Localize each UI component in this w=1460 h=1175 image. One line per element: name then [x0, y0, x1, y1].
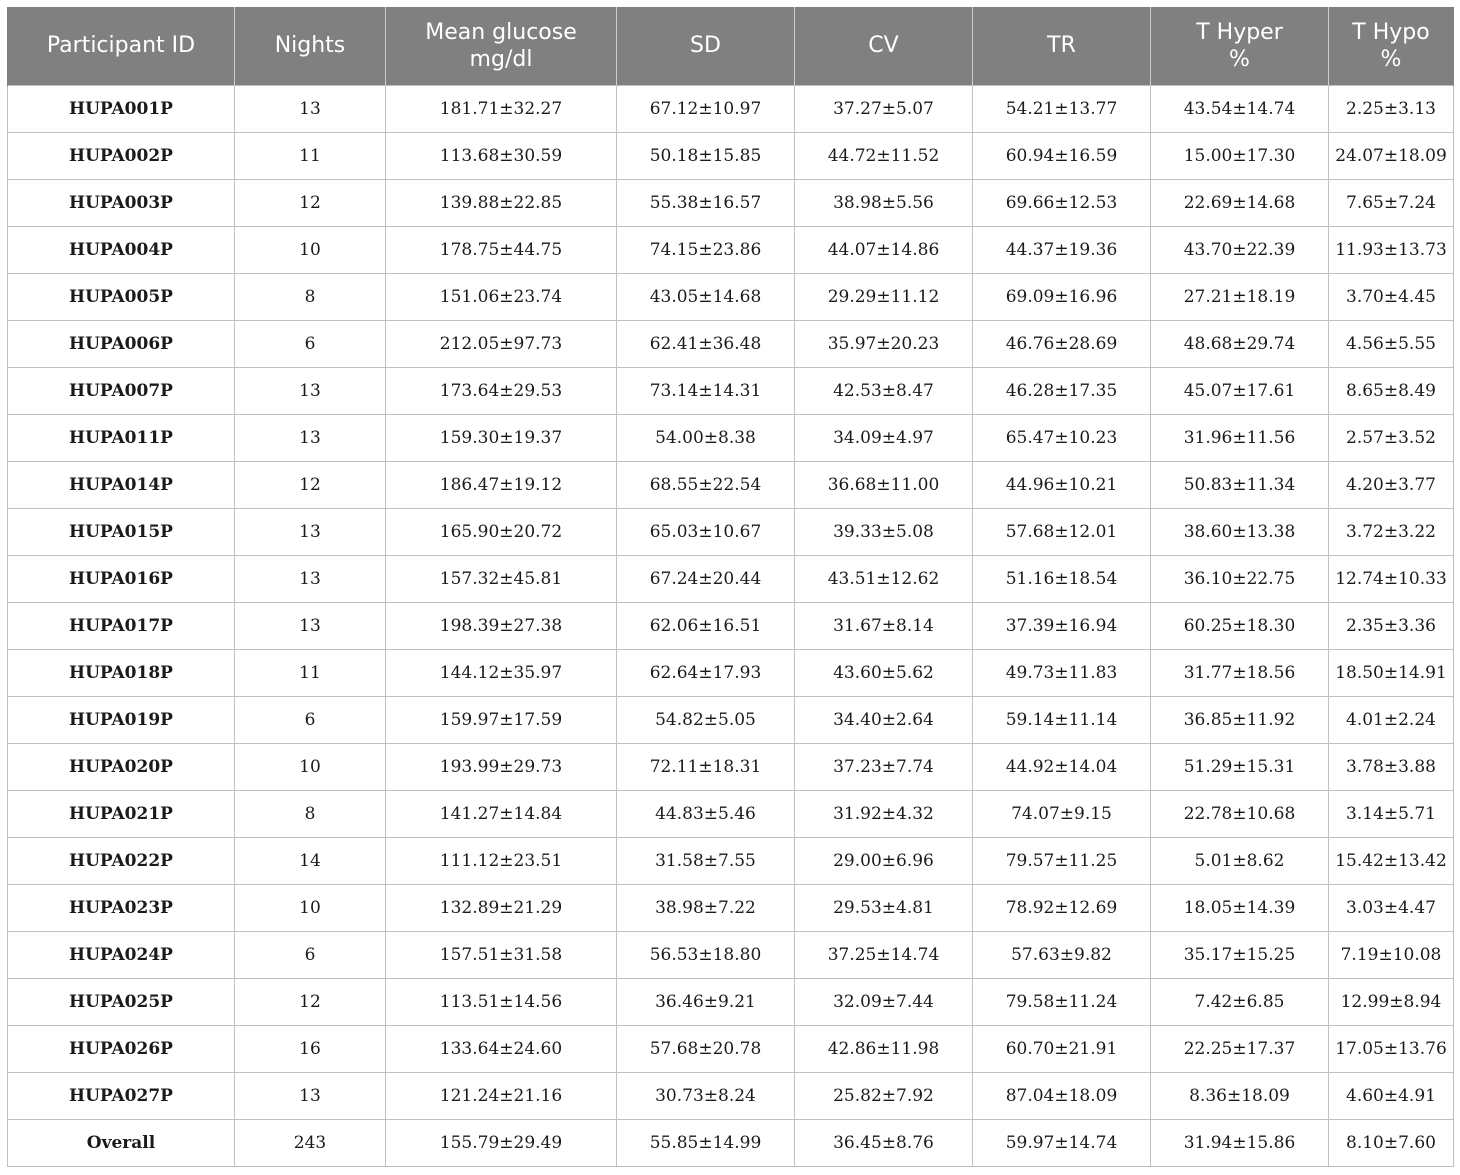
- cell-participant-id: HUPA021P: [8, 790, 235, 837]
- cell-sd: 50.18±15.85: [617, 132, 795, 179]
- cell-sd: 67.24±20.44: [617, 555, 795, 602]
- table-row: [8, 649, 1454, 696]
- table-row: [8, 602, 1454, 649]
- cell-cv: 25.82±7.92: [795, 1072, 973, 1119]
- cell-nights: 11: [235, 132, 386, 179]
- cell-mean-glucose: 141.27±14.84: [386, 790, 617, 837]
- cell-cv: 31.67±8.14: [795, 602, 973, 649]
- cell-t-hypo: 4.60±4.91: [1329, 1072, 1454, 1119]
- cell-tr: 51.16±18.54: [973, 555, 1151, 602]
- cell-tr: 59.14±11.14: [973, 696, 1151, 743]
- cell-t-hyper: 22.78±10.68: [1151, 790, 1329, 837]
- cell-tr: 60.94±16.59: [973, 132, 1151, 179]
- cell-mean-glucose: 181.71±32.27: [386, 85, 617, 132]
- cell-sd: 30.73±8.24: [617, 1072, 795, 1119]
- cell-tr: 79.57±11.25: [973, 837, 1151, 884]
- cell-cv: 36.68±11.00: [795, 461, 973, 508]
- cell-nights: 12: [235, 179, 386, 226]
- cell-nights: 243: [235, 1119, 386, 1166]
- cell-tr: 49.73±11.83: [973, 649, 1151, 696]
- cell-nights: 16: [235, 1025, 386, 1072]
- cell-mean-glucose: 198.39±27.38: [386, 602, 617, 649]
- cell-mean-glucose: 165.90±20.72: [386, 508, 617, 555]
- cell-nights: 6: [235, 320, 386, 367]
- cell-t-hypo: 7.65±7.24: [1329, 179, 1454, 226]
- cell-t-hypo: 2.25±3.13: [1329, 85, 1454, 132]
- cell-participant-id: HUPA002P: [8, 132, 235, 179]
- cell-mean-glucose: 173.64±29.53: [386, 367, 617, 414]
- cell-t-hypo: 8.10±7.60: [1329, 1119, 1454, 1166]
- cell-nights: 6: [235, 696, 386, 743]
- cell-nights: 12: [235, 978, 386, 1025]
- cell-t-hypo: 4.56±5.55: [1329, 320, 1454, 367]
- cell-cv: 37.25±14.74: [795, 931, 973, 978]
- cell-t-hyper: 18.05±14.39: [1151, 884, 1329, 931]
- cell-t-hypo: 18.50±14.91: [1329, 649, 1454, 696]
- cell-participant-id: HUPA004P: [8, 226, 235, 273]
- cell-participant-id: HUPA027P: [8, 1072, 235, 1119]
- cell-cv: 37.27±5.07: [795, 85, 973, 132]
- cell-tr: 44.37±19.36: [973, 226, 1151, 273]
- cell-t-hypo: 17.05±13.76: [1329, 1025, 1454, 1072]
- cell-tr: 78.92±12.69: [973, 884, 1151, 931]
- cell-cv: 43.60±5.62: [795, 649, 973, 696]
- table-header: [8, 7, 1454, 85]
- header-row: [8, 7, 1454, 85]
- cell-participant-id: HUPA022P: [8, 837, 235, 884]
- cell-t-hypo: 4.20±3.77: [1329, 461, 1454, 508]
- cell-tr: 69.66±12.53: [973, 179, 1151, 226]
- cell-t-hyper: 7.42±6.85: [1151, 978, 1329, 1025]
- cell-participant-id: HUPA006P: [8, 320, 235, 367]
- cell-mean-glucose: 133.64±24.60: [386, 1025, 617, 1072]
- cell-tr: 79.58±11.24: [973, 978, 1151, 1025]
- cell-t-hypo: 11.93±13.73: [1329, 226, 1454, 273]
- cell-t-hypo: 3.14±5.71: [1329, 790, 1454, 837]
- cell-sd: 74.15±23.86: [617, 226, 795, 273]
- cell-cv: 42.86±11.98: [795, 1025, 973, 1072]
- cell-nights: 13: [235, 367, 386, 414]
- cell-sd: 36.46±9.21: [617, 978, 795, 1025]
- cell-participant-id: HUPA005P: [8, 273, 235, 320]
- cell-t-hyper: 31.96±11.56: [1151, 414, 1329, 461]
- cell-participant-id: HUPA025P: [8, 978, 235, 1025]
- cell-sd: 55.38±16.57: [617, 179, 795, 226]
- cell-t-hypo: 3.72±3.22: [1329, 508, 1454, 555]
- header-nights: Nights: [235, 7, 386, 85]
- cell-mean-glucose: 178.75±44.75: [386, 226, 617, 273]
- cell-cv: 38.98±5.56: [795, 179, 973, 226]
- table-body: [8, 85, 1454, 1166]
- header-participant-id: Participant ID: [8, 7, 235, 85]
- header-t-hypo: T Hypo %: [1329, 7, 1454, 85]
- cell-cv: 31.92±4.32: [795, 790, 973, 837]
- table-row: [8, 1025, 1454, 1072]
- table-row: [8, 414, 1454, 461]
- cell-mean-glucose: 193.99±29.73: [386, 743, 617, 790]
- cell-t-hyper: 50.83±11.34: [1151, 461, 1329, 508]
- cell-t-hyper: 22.69±14.68: [1151, 179, 1329, 226]
- cell-cv: 36.45±8.76: [795, 1119, 973, 1166]
- table-row: [8, 273, 1454, 320]
- cell-mean-glucose: 144.12±35.97: [386, 649, 617, 696]
- cell-participant-id: HUPA017P: [8, 602, 235, 649]
- header-tr: TR: [973, 7, 1151, 85]
- cell-tr: 60.70±21.91: [973, 1025, 1151, 1072]
- cell-sd: 43.05±14.68: [617, 273, 795, 320]
- cell-t-hyper: 51.29±15.31: [1151, 743, 1329, 790]
- cell-t-hypo: 4.01±2.24: [1329, 696, 1454, 743]
- table-row: [8, 132, 1454, 179]
- cell-t-hypo: 7.19±10.08: [1329, 931, 1454, 978]
- cell-t-hypo: 3.78±3.88: [1329, 743, 1454, 790]
- cell-t-hyper: 31.94±15.86: [1151, 1119, 1329, 1166]
- table-container: [7, 7, 1453, 1167]
- cell-sd: 68.55±22.54: [617, 461, 795, 508]
- table-row: [8, 320, 1454, 367]
- cell-t-hyper: 31.77±18.56: [1151, 649, 1329, 696]
- cell-nights: 13: [235, 1072, 386, 1119]
- cell-participant-id: HUPA019P: [8, 696, 235, 743]
- cell-participant-id: Overall: [8, 1119, 235, 1166]
- cell-t-hyper: 5.01±8.62: [1151, 837, 1329, 884]
- cell-sd: 54.82±5.05: [617, 696, 795, 743]
- cell-cv: 39.33±5.08: [795, 508, 973, 555]
- cell-sd: 73.14±14.31: [617, 367, 795, 414]
- cell-t-hypo: 3.03±4.47: [1329, 884, 1454, 931]
- cell-cv: 44.07±14.86: [795, 226, 973, 273]
- table-row: [8, 837, 1454, 884]
- cell-sd: 72.11±18.31: [617, 743, 795, 790]
- cell-cv: 42.53±8.47: [795, 367, 973, 414]
- header-t-hyper: T Hyper %: [1151, 7, 1329, 85]
- cell-sd: 62.06±16.51: [617, 602, 795, 649]
- cell-tr: 37.39±16.94: [973, 602, 1151, 649]
- cell-t-hyper: 45.07±17.61: [1151, 367, 1329, 414]
- cell-t-hyper: 22.25±17.37: [1151, 1025, 1329, 1072]
- cell-tr: 54.21±13.77: [973, 85, 1151, 132]
- cell-sd: 65.03±10.67: [617, 508, 795, 555]
- cell-cv: 34.09±4.97: [795, 414, 973, 461]
- cell-mean-glucose: 111.12±23.51: [386, 837, 617, 884]
- cell-participant-id: HUPA016P: [8, 555, 235, 602]
- cell-participant-id: HUPA023P: [8, 884, 235, 931]
- cell-participant-id: HUPA026P: [8, 1025, 235, 1072]
- cell-nights: 13: [235, 602, 386, 649]
- cell-t-hyper: 27.21±18.19: [1151, 273, 1329, 320]
- cell-nights: 13: [235, 85, 386, 132]
- cell-cv: 29.29±11.12: [795, 273, 973, 320]
- cell-participant-id: HUPA024P: [8, 931, 235, 978]
- cell-mean-glucose: 113.51±14.56: [386, 978, 617, 1025]
- cell-cv: 43.51±12.62: [795, 555, 973, 602]
- cell-nights: 11: [235, 649, 386, 696]
- cell-t-hyper: 60.25±18.30: [1151, 602, 1329, 649]
- cell-tr: 44.96±10.21: [973, 461, 1151, 508]
- cell-mean-glucose: 139.88±22.85: [386, 179, 617, 226]
- cell-nights: 14: [235, 837, 386, 884]
- cell-t-hypo: 2.35±3.36: [1329, 602, 1454, 649]
- cell-sd: 31.58±7.55: [617, 837, 795, 884]
- cell-nights: 12: [235, 461, 386, 508]
- cell-t-hyper: 36.85±11.92: [1151, 696, 1329, 743]
- cell-mean-glucose: 159.97±17.59: [386, 696, 617, 743]
- cell-tr: 59.97±14.74: [973, 1119, 1151, 1166]
- cell-t-hypo: 2.57±3.52: [1329, 414, 1454, 461]
- cell-tr: 65.47±10.23: [973, 414, 1151, 461]
- cell-sd: 44.83±5.46: [617, 790, 795, 837]
- cell-participant-id: HUPA020P: [8, 743, 235, 790]
- cell-tr: 46.28±17.35: [973, 367, 1151, 414]
- cell-sd: 62.64±17.93: [617, 649, 795, 696]
- table-row: [8, 226, 1454, 273]
- table-row: [8, 884, 1454, 931]
- cell-t-hyper: 35.17±15.25: [1151, 931, 1329, 978]
- table-row: [8, 978, 1454, 1025]
- cell-nights: 10: [235, 743, 386, 790]
- cell-sd: 54.00±8.38: [617, 414, 795, 461]
- cell-t-hypo: 24.07±18.09: [1329, 132, 1454, 179]
- cell-mean-glucose: 157.51±31.58: [386, 931, 617, 978]
- cell-nights: 13: [235, 555, 386, 602]
- cell-cv: 29.53±4.81: [795, 884, 973, 931]
- cell-tr: 69.09±16.96: [973, 273, 1151, 320]
- table-row: [8, 555, 1454, 602]
- cell-cv: 44.72±11.52: [795, 132, 973, 179]
- cell-mean-glucose: 186.47±19.12: [386, 461, 617, 508]
- cell-sd: 62.41±36.48: [617, 320, 795, 367]
- cell-participant-id: HUPA007P: [8, 367, 235, 414]
- cell-mean-glucose: 212.05±97.73: [386, 320, 617, 367]
- cell-cv: 32.09±7.44: [795, 978, 973, 1025]
- table-row: [8, 85, 1454, 132]
- header-sd: SD: [617, 7, 795, 85]
- cell-t-hyper: 38.60±13.38: [1151, 508, 1329, 555]
- cell-t-hypo: 12.74±10.33: [1329, 555, 1454, 602]
- cell-tr: 46.76±28.69: [973, 320, 1151, 367]
- cell-mean-glucose: 155.79±29.49: [386, 1119, 617, 1166]
- cell-participant-id: HUPA011P: [8, 414, 235, 461]
- cell-mean-glucose: 121.24±21.16: [386, 1072, 617, 1119]
- cell-cv: 37.23±7.74: [795, 743, 973, 790]
- cell-tr: 57.68±12.01: [973, 508, 1151, 555]
- table-row: [8, 508, 1454, 555]
- table-row: [8, 1072, 1454, 1119]
- cell-sd: 38.98±7.22: [617, 884, 795, 931]
- cell-t-hypo: 12.99±8.94: [1329, 978, 1454, 1025]
- cell-nights: 13: [235, 414, 386, 461]
- cell-t-hypo: 8.65±8.49: [1329, 367, 1454, 414]
- table-row: [8, 790, 1454, 837]
- table-row: [8, 367, 1454, 414]
- cell-t-hyper: 8.36±18.09: [1151, 1072, 1329, 1119]
- cell-sd: 67.12±10.97: [617, 85, 795, 132]
- cell-nights: 6: [235, 931, 386, 978]
- cell-t-hyper: 36.10±22.75: [1151, 555, 1329, 602]
- cell-t-hyper: 48.68±29.74: [1151, 320, 1329, 367]
- cell-t-hyper: 43.70±22.39: [1151, 226, 1329, 273]
- cell-mean-glucose: 151.06±23.74: [386, 273, 617, 320]
- cell-participant-id: HUPA015P: [8, 508, 235, 555]
- cell-mean-glucose: 159.30±19.37: [386, 414, 617, 461]
- cell-cv: 29.00±6.96: [795, 837, 973, 884]
- table-row: [8, 696, 1454, 743]
- cell-sd: 57.68±20.78: [617, 1025, 795, 1072]
- cell-mean-glucose: 132.89±21.29: [386, 884, 617, 931]
- cell-t-hyper: 43.54±14.74: [1151, 85, 1329, 132]
- cell-t-hyper: 15.00±17.30: [1151, 132, 1329, 179]
- cell-nights: 13: [235, 508, 386, 555]
- cell-sd: 56.53±18.80: [617, 931, 795, 978]
- cell-cv: 35.97±20.23: [795, 320, 973, 367]
- cell-mean-glucose: 157.32±45.81: [386, 555, 617, 602]
- cell-t-hypo: 15.42±13.42: [1329, 837, 1454, 884]
- table-row: [8, 461, 1454, 508]
- cell-nights: 10: [235, 226, 386, 273]
- cell-nights: 8: [235, 273, 386, 320]
- cell-participant-id: HUPA001P: [8, 85, 235, 132]
- cell-tr: 87.04±18.09: [973, 1072, 1151, 1119]
- table-row: [8, 931, 1454, 978]
- header-mean-glucose: Mean glucose mg/dl: [386, 7, 617, 85]
- glucose-summary-table: [7, 7, 1454, 1167]
- cell-tr: 57.63±9.82: [973, 931, 1151, 978]
- cell-participant-id: HUPA014P: [8, 461, 235, 508]
- header-cv: CV: [795, 7, 973, 85]
- cell-sd: 55.85±14.99: [617, 1119, 795, 1166]
- table-row: [8, 743, 1454, 790]
- cell-t-hypo: 3.70±4.45: [1329, 273, 1454, 320]
- cell-nights: 10: [235, 884, 386, 931]
- cell-participant-id: HUPA003P: [8, 179, 235, 226]
- cell-mean-glucose: 113.68±30.59: [386, 132, 617, 179]
- cell-cv: 34.40±2.64: [795, 696, 973, 743]
- cell-tr: 74.07±9.15: [973, 790, 1151, 837]
- table-row: [8, 179, 1454, 226]
- cell-tr: 44.92±14.04: [973, 743, 1151, 790]
- table-row: [8, 1119, 1454, 1166]
- cell-participant-id: HUPA018P: [8, 649, 235, 696]
- cell-nights: 8: [235, 790, 386, 837]
